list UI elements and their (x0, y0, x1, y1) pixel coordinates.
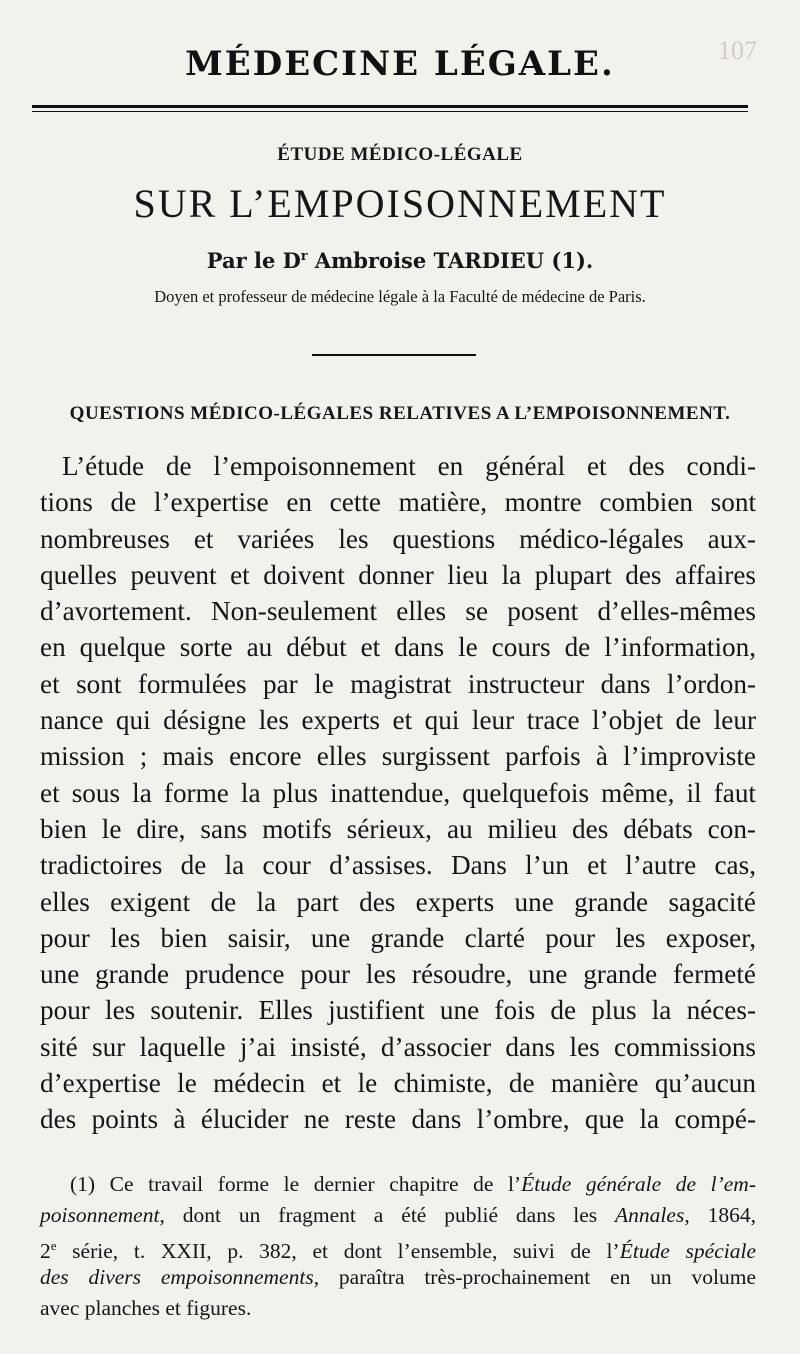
author-title-sup: r (300, 248, 308, 263)
body-paragraph (40, 448, 756, 1138)
article-title: SUR L’EMPOISONNEMENT (133, 181, 667, 226)
article-author (0, 248, 800, 273)
body-line: d’expertise le médecin et le chimiste, de manière qu’aucun (40, 1068, 756, 1099)
body-line: elles exigent de la part des experts une grande sagacité (40, 886, 756, 917)
section-subtitle: QUESTIONS MÉDICO-LÉGALES RELATIVES A L’EMPOISONNEMENT. (69, 403, 731, 424)
title-divider (312, 354, 476, 356)
header-rule-thick (32, 105, 748, 108)
footnote-text: (1) Ce travail forme le dernier chapitre de l’ (70, 1172, 522, 1196)
body-line: tions de l’expertise en cette matière, montre combien sont (40, 487, 756, 518)
footnote-text: série, t. XXII, p. 382, et dont l’ensemble, suivi de l’ (56, 1239, 620, 1264)
header-rule-thin (32, 111, 748, 112)
body-line: en quelque sorte au début et dans le cours de l’information, (40, 632, 756, 663)
body-line: tradictoires de la cour d’assises. Dans l’un et l’autre cas, (40, 850, 756, 881)
author-name: Ambroise TARDIEU (1). (307, 248, 594, 273)
body-line: nance qui désigne les experts et qui leur trace l’objet de leur (40, 705, 756, 736)
body-line: pour les bien saisir, une grande clarté pour les exposer, (40, 922, 756, 953)
body-line: bien le dire, sans motifs sérieux, au milieu des débats con- (40, 813, 756, 844)
body-line: quelles peuvent et doivent donner lieu la plupart des affaires (40, 559, 756, 590)
footnote-italic: Étude générale de l’em- (521, 1172, 756, 1196)
article-kicker: ÉTUDE MÉDICO-LÉGALE (277, 144, 523, 165)
page-number: 107 (718, 36, 757, 65)
body-line: une grande prudence pour les résoudre, une grande fermeté (40, 959, 756, 990)
author-prefix: Par le D (206, 248, 301, 273)
body-line: d’avortement. Non-seulement elles se posent d’elles-mêmes (40, 596, 756, 627)
body-line: nombreuses et variées les questions médico-légales aux- (40, 523, 756, 554)
footnote-italic: Étude spéciale (619, 1239, 756, 1264)
body-line: sité sur laquelle j’ai insisté, d’associer dans les commissions (40, 1031, 756, 1062)
footnote-italic: Annales (615, 1203, 685, 1227)
body-line: L’étude de l’empoisonnement en général et des condi- (62, 451, 756, 481)
footnote-italic: poisonnement (40, 1203, 160, 1227)
footnote-italic: des divers empoisonnements (40, 1265, 314, 1289)
footnote-line (40, 1231, 756, 1262)
footnote-line (40, 1169, 756, 1200)
body-line: des points à élucider ne reste dans l’ombre, que la compé- (40, 1104, 756, 1135)
footnote-text: , dont un fragment a été publié dans les (159, 1203, 616, 1227)
footnote-text: , paraîtra très-prochainement en un volume (313, 1265, 756, 1289)
footnote-text: , 1864, (684, 1203, 756, 1227)
footnote-line (40, 1200, 756, 1231)
body-line: et sont formulées par le magistrat instructeur dans l’ordon- (40, 668, 756, 699)
footnote-line: avec planches et figures. (40, 1296, 252, 1320)
footnote-line (40, 1262, 756, 1293)
body-line: pour les soutenir. Elles justifient une fois de plus la néces- (40, 995, 756, 1026)
author-affiliation: Doyen et professeur de médecine légale à la Faculté de médecine de Paris. (154, 287, 646, 306)
body-line: mission ; mais encore elles surgissent parfois à l’improviste (40, 741, 756, 772)
body-line: et sous la forme la plus inattendue, quelquefois même, il faut (40, 777, 756, 808)
running-section-head: MÉDECINE LÉGALE. (185, 44, 615, 84)
footnote-sup: e (50, 1239, 57, 1253)
footnote (40, 1169, 756, 1324)
footnote-text: 2 (40, 1239, 51, 1264)
